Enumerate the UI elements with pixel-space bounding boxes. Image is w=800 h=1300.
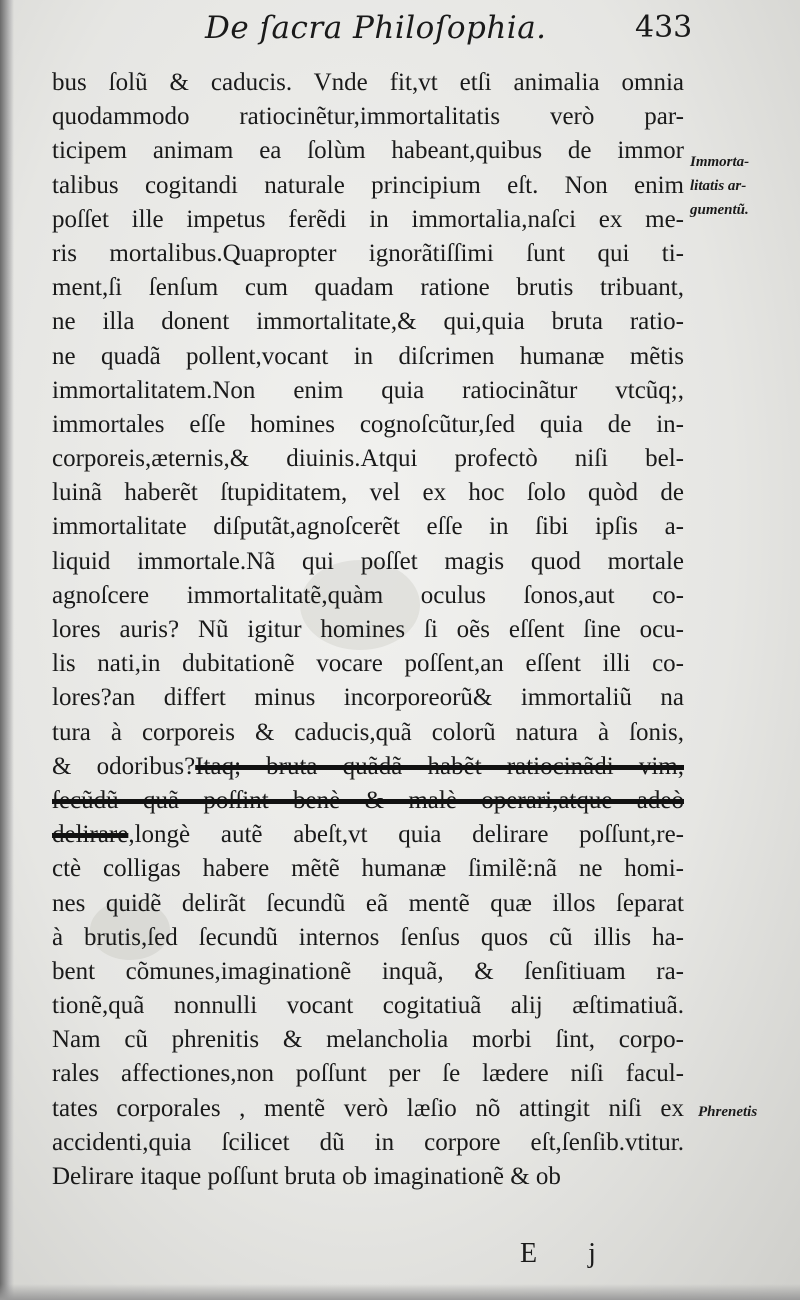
page-number: 433: [635, 10, 693, 45]
text-line: tionẽ,quã nonnulli vocant cogitatiuã alij æſtimatiuã.: [52, 992, 684, 1020]
plain-text: & odoribus?: [52, 752, 196, 780]
text-line: nes quidẽ delirãt ſecundũ eã mentẽ quæ illos ſeparat: [52, 889, 684, 917]
text-line: ris mortalibus.Quapropter ignorãtiſſimi ſunt qui ti-: [52, 239, 684, 267]
text-line: Nam cũ phrenitis & melancholia morbi ſint, corpo-: [52, 1026, 684, 1054]
text-line-struck: [52, 818, 684, 852]
margin-note-line: Immorta-: [690, 154, 750, 170]
text-line: quodammodo ratiocinẽtur,immortalitatis verò par-: [52, 103, 684, 131]
text-line: lores auris? Nũ igitur homines ſi oẽs eſſent ſine ocu-: [52, 616, 684, 643]
text-line: accidenti,quia ſcilicet dũ in corpore eſt,ſenſib.vtitur.: [52, 1128, 684, 1156]
text-line-struck: [52, 750, 684, 784]
text-line: ne quadã pollent,vocant in diſcrimen humanæ mẽtis: [52, 342, 684, 370]
text-line: Delirare itaque poſſunt bruta ob imaginationẽ & ob: [52, 1163, 561, 1190]
text-line: bus ſolũ & caducis. Vnde fit,vt etſi animalia omnia: [52, 69, 684, 96]
plain-text: ,longè autẽ abeſt,vt quia delirare poſſunt,re-: [128, 821, 684, 849]
text-line: agnoſcere immortalitatẽ,quàm oculus ſonos,aut co-: [52, 581, 684, 609]
signature-mark: E j: [520, 1238, 618, 1269]
struck-text: delirare: [52, 821, 129, 849]
page-bottom-shadow: [0, 1284, 800, 1300]
margin-note-phrenetis: Phrenetis: [698, 1104, 758, 1120]
text-line: poſſet ille impetus ferẽdi in immortalia,naſci ex me-: [52, 205, 684, 233]
text-line: bent cõmunes,imaginationẽ inquã, & ſenſitiuam ra-: [52, 957, 684, 985]
text-line-struck: [52, 784, 684, 818]
text-line: talibus cogitandi naturale principium eſt. Non enim: [52, 171, 684, 199]
struck-text: ſecũdũ quã poſſint benè & malè operari,atque adeò: [52, 786, 684, 814]
text-line: tates corporales , mentẽ verò læſio nõ attingit niſi ex: [52, 1094, 684, 1122]
margin-note-line: gumentũ.: [690, 202, 749, 218]
running-head: De ſacra Philoſophia.: [205, 10, 547, 46]
text-line: lis nati,in dubitationẽ vocare poſſent,an eſſent illi co-: [52, 650, 684, 678]
text-line: à brutis,ſed ſecundũ internos ſenſus quos cũ illis ha-: [52, 923, 684, 951]
text-line: lores?an differt minus incorporeorũ& immortaliũ na: [52, 684, 684, 712]
text-line: corporeis,æternis,& diuinis.Atqui profectò niſi bel-: [52, 445, 684, 473]
text-line: immortalitatem.Non enim quia ratiocinãtur vtcũq;,: [52, 376, 684, 404]
struck-text: Itaq; bruta quãdã habẽt ratiocinãdi vim,: [195, 752, 684, 780]
text-line: rales affectiones,non poſſunt per ſe lædere niſi facul-: [52, 1060, 684, 1088]
text-line: ment,ſi ſenſum cum quadam ratione brutis tribuant,: [52, 274, 684, 302]
text-line: ctè colligas habere mẽtẽ humanæ ſimilẽ:nã ne homi-: [52, 855, 684, 883]
text-line: immortales eſſe homines cognoſcũtur,ſed quia de in-: [52, 410, 684, 438]
margin-note-immortality: [690, 150, 749, 222]
text-line: immortalitate diſputãt,agnoſcerẽt eſſe in ſibi ipſis a-: [52, 513, 684, 541]
text-line: liquid immortale.Nã qui poſſet magis quod mortale: [52, 547, 684, 575]
text-line: ne illa donent immortalitate,& qui,quia bruta ratio-: [52, 308, 684, 336]
margin-note-line: litatis ar-: [690, 178, 747, 194]
body-text: [52, 66, 684, 1194]
text-line: luinã haberẽt ſtupiditatem, vel ex hoc ſolo quòd de: [52, 479, 684, 507]
text-line: tura à corporeis & caducis,quã colorũ natura à ſonis,: [52, 718, 684, 746]
text-line: ticipem animam ea ſolùm habeant,quibus de immor: [52, 137, 684, 165]
page-gutter-shadow: [0, 0, 14, 1300]
